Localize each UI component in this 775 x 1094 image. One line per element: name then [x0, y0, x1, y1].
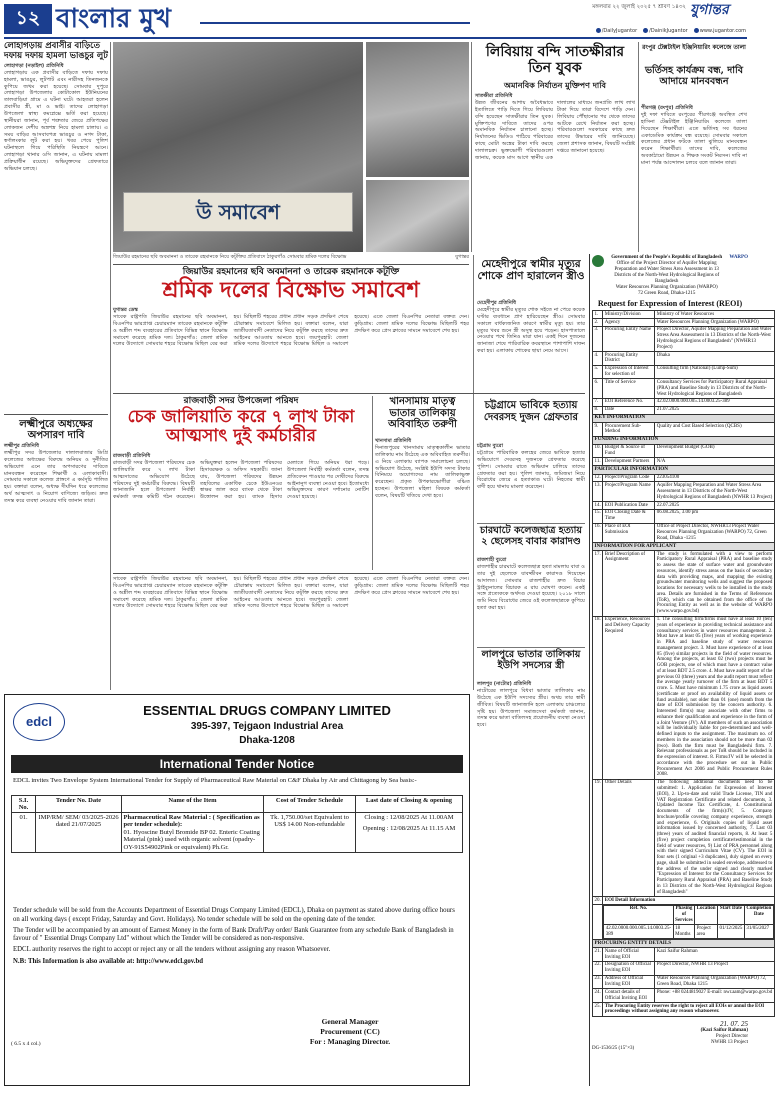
eoi-cell: 42.02.0000.000.005.14.0003.25-389: [605, 925, 672, 937]
table-row: 1. Ministry/Division Ministry of Water Resources: [593, 311, 775, 319]
article-headline: চট্টগ্রামে ভাবিকে হত্যায় দেবরসহ দুজন গ্রেফতার: [483, 400, 579, 423]
table-row: 01. IMP/RM/ SEM/ 03/2025-2026 dated 21/07/2025 Pharmaceutical Raw Material : ( Specification as per tender schedule): 01. Hyoscine Butyl Bromide BP 02. Enteric Coating Material (pink) used with organic solvent (opadry-OY-91S54902Pink or equivalent) Ph.Gr. Tk. 1,750.00/set Equivalent to US$ 14.00 Non-refundable Closing : 12/08/2025 At 11.00AM Opening : 12/08/2025 At 11.15 AM: [12, 813, 463, 853]
bangladesh-emblem-icon: [592, 255, 604, 267]
article-byline: খানসামা প্রতিনিধি: [375, 438, 411, 444]
section-key: KEY INFORMATION: [593, 414, 775, 422]
article-body: লোহাগড়ায় এক প্রবাসীর বাড়িতে দফায় দফায় হামলা, ভাঙচুর, লুটপাট এবং নারীসহ তিনজনকে কুপিয়ে জখম করা হয়েছে। সোমবার দুপুরে লোহাগড়া উপজেলার কোটাকোল ইউনিয়নের তালবাড়িয়া গ্রামে এ ঘটনা ঘটে। আহতরা হলেন প্রবাসীর স্ত্রী, মা ও ভাই। তাদের লোহাগড়া উপজেলা স্বাস্থ্য কমপ্লেক্সে ভর্তি করা হয়েছে। স্থানীয়রা জানান, পূর্ব শত্রুতার জেরে প্রতিপক্ষের লোকজন দেশীয় অস্ত্রশস্ত্র নিয়ে হামলা চালায়। এ সময় বাড়ির আসবাবপত্র ভাঙচুর ও নগদ টাকা, স্বর্ণালংকার লুট করা হয়। খবর পেয়ে পুলিশ ঘটনাস্থলে গিয়ে পরিস্থিতি নিয়ন্ত্রণে আনে। লোহাগড়া থানার ওসি জানান, এ ঘটনায় মামলা প্রক্রিয়াধীন রয়েছে। অভিযুক্তদের গ্রেফতারে অভিযান চলছে।: [4, 69, 108, 172]
tender-header: Tender No. Date: [36, 796, 122, 813]
divider: [113, 393, 585, 394]
ad-size: ( 6.5 x 4 col.): [11, 1041, 41, 1047]
table-row: 18. Experience, Resources and Delivery Capacity Required 1. The consulting firm/firms must have at least 10 (ten) years of experience in providing technical assistance and consultancy services in water resources management. 2. Must have at least 05 (five) years of working experience in PRA and baseline study of water resources management project. 3. Must have experience of at least 05 (five) similar projects in the field of water resources. Among the projects, at least 02 (two) projects must be GOB projects, one of which must have a contract value of at least BDT 2.5 crore. 4. Must have audit report of the previous 03 (three) years and the audit report must reflect the average yearly turnover of the firm at least BDT 5 crore. 5. Must have minimum 1.75 crore as liquid assets (certificate or proof on availability of liquid assets or fund available), not older than 01 (one) month from the date of EOI submission by the concern authority. 6. Interested firm(s) may associate with other firms to enhance their qualification and experience in the form of a Joint Venture (JV). All members of such an association will be individually liable for pre-determined and well-defined inputs to the assignment. The maximum no. of members in the association should not be more than 02 (two). Both the firm must be Bangladeshi firm. 7. Relevant professionals as per ToR should be included in the expression of interest. 8. Firms/JV will be selected in accordance with the procedure set out in Public Procurement Act 2006 and Public Procurement Rules 2008.: [594, 617, 773, 778]
photo-credit: যুগান্তর: [455, 254, 469, 260]
table-row: 3. Procuring Entity Name Project Director, Aquifer Mapping Preparation and Water Stress Area Assessment in 13 Districts of the North-West Hydrological Regions of Bangladesh" (NWHR13 Project): [593, 326, 775, 351]
table-row: 2. Agency Water Resources Planning Organization (WARPO): [593, 318, 775, 326]
article-headline: মেহেদীপুরে স্বামীর মৃত্যুর শোকে প্রাণ হারালেন স্ত্রীও: [477, 258, 585, 283]
tender-header: S.I. No.: [12, 796, 36, 813]
table-row: 9. Procurement Sub-Method Quality and Cost Based Selection (QCBS): [593, 422, 775, 436]
reoi-address: 72 Green Road, Dhaka-1215: [637, 291, 696, 296]
table-row: 19. Other Details The following additional documents need to be submitted: 1. Application for Expression of Interest (EOI), 2. Up-to-date and valid Trade License, TIN and VAT Registration Certificate and related documents, 3. Updated Income Tax Certificate, 4. Constitutional documents of the firm(s)/JV, 5. Company brochure/profile covering company experience, strength and experience, 6. Originals copies of liquid asset information issued by concerned authority, 7. Last 03 (three) years of audited financial reports, 8. At least 5 (five) project completion certificate/testimonial in the field of water resources, 9) List of PRA personnel along with their signed Curriculum Vitae (CV). The EOI in four sets (1 original +3 duplicates), duly signed on every page, shall be submitted in sealed envelope, addressed to the address of the under signed and clearly marked "Expression of Interest for the Consultancy Services for Participatory Rural Appraisal (PRA) and Baseline Study in 13 Districts of the North-West Hydrological Regions of Bangladesh": [594, 780, 773, 895]
article-byline: লোহাগড়া (নড়াইল) প্রতিনিধি: [4, 62, 64, 69]
reoi-org: Water Resources Planning Organization (WARPO): [615, 285, 718, 290]
eoi-cell: 31/05/2027: [744, 925, 773, 939]
reoi-content: [592, 255, 773, 1087]
term-rights: EDCL authority reserves the right to accept or reject any or all the tenders without assigning any reason Whatsoever.: [13, 946, 331, 954]
article-body: রাজশাহীর চারঘাটে কলেজছাত্র হত্যা মামলায় বাবা ও তার দুই ছেলেকে যাবজ্জীবন কারাদণ্ড দিয়েছেন আদালত। সোমবার রাজশাহীর দ্রুত বিচার ট্রাইব্যুনালের বিচারক এ রায় ঘোষণা করেন। একই সঙ্গে প্রত্যেককে অর্থদণ্ড দেওয়া হয়েছে। ২০১৮ সালে জমি নিয়ে বিরোধের জেরে ওই কলেজছাত্রকে কুপিয়ে হত্যা করা হয়।: [477, 564, 585, 612]
rally-photo-2: [366, 42, 469, 177]
edcl-address-2: Dhaka-1208: [239, 735, 295, 746]
table-row: 25. The Procuring Entity reserves the right to reject all EOIs or annul the EOI proceedings without assigning any reason whatsoever.: [593, 1002, 775, 1016]
column-rule: [638, 42, 639, 252]
signatory-name: (Kazi Saifur Rahman): [700, 1027, 748, 1033]
article-headline: ভর্তিসহ কার্যক্রম বন্ধ, দাবি আদায়ে মানববন্ধন: [644, 65, 744, 87]
article-body: চট্টগ্রামে পারিবারিক কলহের জেরে ভাবিকে হত্যার অভিযোগে দেবরসহ দুজনকে গ্রেফতার করেছে পুলিশ। সোমবার রাতে অভিযান চালিয়ে তাদের গ্রেফতার করা হয়। পুলিশ জানায়, জমিজমা নিয়ে বিরোধের জেরে এ হত্যাকাণ্ড ঘটে। নিহতের স্বামী বাদী হয়ে থানায় মামলা করেছেন।: [477, 450, 585, 491]
column-rule: [110, 42, 111, 690]
issue-date: মঙ্গলবার ২২ জুলাই ২০২৫ ৭ শ্রাবণ ১৪৩২: [592, 4, 686, 10]
notice-website: N.B: This Information is also available at: http://www.edcl.gov.bd: [13, 958, 204, 966]
reoi-title: Request for Expression of Interest (REOI): [597, 299, 743, 308]
eoi-cell: Project area: [695, 925, 718, 939]
website-link[interactable]: www.jugantor.com: [694, 28, 746, 36]
signatory-project: NWHR 13 Project: [711, 1039, 748, 1045]
table-row: 10. Budget & Source of Fund Development Budget (GOB): [593, 444, 775, 458]
article-byline: মেহেদীপুর প্রতিনিধি: [477, 300, 516, 306]
article-byline: পীরগঞ্জ (রংপুর) প্রতিনিধি: [641, 105, 693, 111]
table-row: 22. Designation of Official Inviting EOI Project Director, NWHR 13 Project: [593, 961, 775, 975]
article-headline: লক্ষ্মীপুরে অধ্যক্ষের অপসারণ দাবি: [19, 418, 93, 442]
article-body: উন্নত জীবনের আশায় অবৈধভাবে ইতালিতে পাড়ি দিতে গিয়ে লিবিয়ায় বন্দি হয়েছেন সাতক্ষীরার তিন যুবক। মুক্তিপণের দাবিতে তাদের ওপর অমানবিক নির্যাতন চালানো হচ্ছে। নির্যাতনের ভিডিও পাঠিয়ে পরিবারের কাছে মোটা অঙ্কের টাকা দাবি করছে দালালচক্র। ভুক্তভোগী পরিবারগুলো জানায়, কয়েক মাস আগে স্থানীয় এক দালালের মাধ্যমে জনপ্রতি লাখ লাখ টাকা দিয়ে তারা বিদেশে পাড়ি দেন। লিবিয়ায় পৌঁছানোর পর থেকে তাদের আটকে রেখে নির্যাতন করা হচ্ছে। পরিবারগুলো সরকারের কাছে দ্রুত তাদের উদ্ধারের দাবি জানিয়েছে। জেলা প্রশাসক জানান, বিষয়টি সংশ্লিষ্ট দপ্তরে জানানো হয়েছে।: [475, 100, 635, 161]
edcl-advert: [4, 694, 470, 1086]
table-row: 21. Name of Official Inviting EOI Kazi Saifur Rahman: [593, 948, 775, 962]
article-body: রাজবাড়ী সদর উপজেলা পরিষদের চেক জালিয়াতি করে ৭ লাখ টাকা আত্মসাতের অভিযোগ উঠেছে পরিষদের দুই কর্মচারীর বিরুদ্ধে। বিষয়টি জানাজানি হলে উপজেলা নির্বাহী কর্মকর্তা তদন্ত কমিটি গঠন করেছেন। অভিযুক্তরা হলেন উপজেলা পরিষদের হিসাবরক্ষক ও অফিস সহকারী। জানা যায়, উপজেলা পরিষদের উন্নয়ন তহবিলের একাধিক চেকে ইউএনওর স্বাক্ষর জাল করে ব্যাংক থেকে টাকা উত্তোলন করা হয়। ব্যাংক হিসাব মেলাতে গিয়ে অনিয়ম ধরা পড়ে। উপজেলা নির্বাহী কর্মকর্তা বলেন, তদন্ত প্রতিবেদন পাওয়ার পর দোষীদের বিরুদ্ধে আইনানুগ ব্যবস্থা নেওয়া হবে। ইতোমধ্যে অভিযুক্তদের কারণ দর্শানোর নোটিশ দেওয়া হয়েছে।: [113, 460, 369, 501]
article-byline: রাজবাড়ী প্রতিনিধি: [113, 453, 151, 459]
social-links: [560, 28, 746, 36]
section-particular: PARTICULAR INFORMATION: [593, 466, 775, 474]
edcl-logo: edcl: [13, 703, 65, 741]
article-headline: লিবিয়ায় বন্দি সাতক্ষীরার তিন যুবক: [485, 44, 625, 77]
page-header: [0, 0, 751, 38]
globe-icon: [694, 28, 699, 33]
article-byline: সাতক্ষীরা প্রতিনিধি: [475, 93, 513, 99]
article-headline: চারঘাটে কলেজছাত্র হত্যায় ২ ছেলেসহ বাবার কারাদণ্ড: [479, 525, 583, 547]
edcl-address-1: 395-397, Tejgaon Industrial Area: [190, 721, 344, 732]
article-body: নাটোরের লালপুরে বিধবা ভাতার তালিকায় নাম উঠেছে এক ইউপি সদস্যের স্ত্রীর। অথচ তার স্বামী জীবিত। বিষয়টি জানাজানি হলে এলাকায় চাঞ্চল্যের সৃষ্টি হয়। উপজেলা সমাজসেবা কর্মকর্তা জানান, তদন্ত করে ভাতা বাতিলসহ প্রয়োজনীয় ব্যবস্থা নেওয়া হবে।: [477, 688, 585, 729]
table-row: [593, 904, 775, 939]
table-row: 8. Date 21.07.2025: [593, 406, 775, 414]
facebook-link[interactable]: /DailyJugantor: [596, 28, 637, 36]
tender-table: [11, 795, 463, 853]
photo-caption: জিয়াউর রহমানের ছবি অবমাননা ও তারেক রহমানকে নিয়ে কটূক্তির প্রতিবাদে ঠাকুরগাঁও সোমবার শ্রমিক দলের বিক্ষোভ: [113, 254, 347, 260]
article-byline: লক্ষ্মীপুর প্রতিনিধি: [4, 442, 39, 449]
page-number: ১২: [4, 4, 52, 34]
column-rule: [372, 396, 373, 570]
photo-caption-row: [113, 254, 469, 264]
table-row: 24. Contact details of Official Inviting EOI Phone: +88 0244819027 E-mail: nwr.aam@warpo.gov.bd: [593, 989, 775, 1003]
section-info: INFORMATION FOR APPLICANT: [593, 542, 775, 550]
table-row: 20. EOI Detail Information: [593, 896, 775, 904]
tender-header: Name of the Item: [122, 796, 264, 813]
tender-header: Last date of Closing & opening: [356, 796, 463, 813]
article-headline: চেক জালিয়াতি করে ৭ লাখ টাকা আত্মসাৎ দুই কর্মচারীর: [127, 407, 355, 446]
table-row: 5. Expression of Interest for selection of Consulting firm (National) (Lump-Sum): [593, 365, 775, 379]
dg-code: DG-1536/25 (15"×3): [592, 1045, 635, 1051]
article-body-continued: সাবেক রাষ্ট্রপতি জিয়াউর রহমানের ছবি অবমাননা, বিএনপির ভারপ্রাপ্ত চেয়ারম্যান তারেক রহমানকে কটূক্তি ও অশ্লীল শব্দ ব্যবহারের প্রতিবাদে বিভিন্ন স্থানে বিক্ষোভ সমাবেশ করেছে শ্রমিক দল। ঠাকুরগাঁও: জেলা শ্রমিক দলের উদ্যোগে সোমবার শহরে বিক্ষোভ মিছিল বের করা হয়। মিছিলটি শহরের প্রধান প্রধান সড়ক প্রদক্ষিণ শেষে চৌরাস্তায় সমাবেশে মিলিত হয়। বক্তারা বলেন, যারা জাতীয়তাবাদী নেতাদের নিয়ে কটূক্তি করছে তাদের দ্রুত আইনের আওতায় আনতে হবে। জয়পুরহাট: জেলা শ্রমিক দলের উদ্যোগে শহরে বিক্ষোভ মিছিল ও সমাবেশ হয়েছে। এতে জেলা বিএনপির নেতারা বক্তব্য দেন। কুড়িগ্রাম: জেলা শ্রমিক দলের বিক্ষোভ মিছিলটি শহর প্রদক্ষিণ করে প্রেস ক্লাবের সামনে সমাবেশে শেষ হয়।: [113, 576, 469, 610]
table-row: 11. Development Partners N/A: [593, 458, 775, 466]
table-row: 23. Address of Official Inviting EOI Water Resources Planning Organization (WARPO) 72, Green Road, Dhaka 1215: [593, 975, 775, 989]
article-byline: রাজশাহী ব্যুরো: [477, 557, 507, 563]
twitter-link[interactable]: /DainikJugantor: [643, 28, 688, 36]
divider: [113, 573, 469, 574]
eoi-cell: 01/12/2025: [718, 925, 745, 939]
article-byline: লালপুর (নাটোর) প্রতিনিধি: [477, 681, 532, 687]
rally-photo-3: [366, 180, 469, 252]
article-body: দুই দফা দাবিতে রংপুরের পীরগঞ্জে অবস্থিত শেখ হাসিনা টেক্সটাইল ইঞ্জিনিয়ারিং কলেজে তালা দিয়েছেন শিক্ষার্থীরা। এতে ভর্তিসহ সব ধরনের একাডেমিক কার্যক্রম বন্ধ রয়েছে। সোমবার সকালে কলেজের প্রধান ফটকে তালা ঝুলিয়ে মানববন্ধন করেন শিক্ষার্থীরা। তাদের দাবি, কলেজের অবকাঠামো উন্নয়ন ও শিক্ষক সংকট নিরসন। দাবি না মানা পর্যন্ত আন্দোলন চলবে বলে জানান তারা।: [641, 112, 747, 167]
table-row: 6. Title of Service Consultancy Services for Participatory Rural Appraisal (PRA) and Baseline Study in 13 Districts of the North-West Hydrological Regions of Bangladesh: [593, 379, 775, 398]
article-subhead: অমানবিক নির্যাতন মুক্তিপণ দাবি: [504, 80, 606, 90]
eoi-header: Phasing of Services: [675, 906, 693, 923]
article-body: দিনাজপুরের খানসামায় মাতৃত্বকালীন ভাতার তালিকায় নাম উঠেছে এক অবিবাহিত তরুণীর। এ নিয়ে এলাকায় ব্যাপক সমালোচনা চলছে। অভিযোগ উঠেছে, সংশ্লিষ্ট ইউপি সদস্য টাকার বিনিময়ে অযোগ্যদের নাম তালিকাভুক্ত করেছেন। প্রকৃত উপকারভোগীরা বঞ্চিত হচ্ছেন। উপজেলা মহিলা বিষয়ক কর্মকর্তা বলেন, বিষয়টি খতিয়ে দেখা হবে।: [375, 445, 470, 500]
signature-date: 21. 07. 25: [720, 1019, 748, 1028]
gov-line: Government of the People's Republic of Bangladesh: [611, 255, 723, 260]
notice-intro: EDCL invites Two Envelope System International Tender for Supply of Pharmaceutical Raw Material on C&F Dhaka by Air and Chittagong by Sea basis:-: [13, 777, 417, 784]
term-earnest-money: The Tender will be accompanied by an amount of Earnest Money in the form of Bank Draft/Pay order/ Bank Guarantee from any schedule Bank of Bangladesh in favour of " Essential Drugs Company Ltd" without which the Tender will be considered as non-responsive.: [13, 926, 454, 943]
facebook-icon: [596, 28, 601, 33]
header-bar: [4, 37, 747, 39]
article-headline: লালপুরে ভাতার তালিকায় ইউপি সদস্যের স্ত্রী: [481, 649, 581, 671]
rally-banner: উ সমাবেশ: [123, 192, 353, 232]
notice-terms: [13, 907, 463, 967]
tender-header: Cost of Tender Schedule: [264, 796, 356, 813]
article-headline: খানসামায় মাতৃত্ব ভাতার তালিকায় অবিবাহিত তরুণী: [388, 396, 457, 430]
table-row: 4. Procuring Entity District Dhaka: [593, 352, 775, 366]
divider: [4, 414, 108, 415]
rally-photo: [113, 42, 363, 252]
lead-headline: শ্রমিক দলের বিক্ষোভ সমাবেশ: [162, 277, 420, 303]
reoi-table: [592, 310, 775, 1017]
divider: [113, 264, 469, 265]
table-row: 17. Brief Description of Assignment The study is formulated with a view to perform Participatory Rural Appraisal (PRA) and baseline study to assess the state of surface water and groundwater resources, identify stress areas on the basis of secondary data with providing maps, and mapping the existing groundwater monitoring wells and suggest the proposed locations for necessary wells to be installed in the study area. Details are furnished in the Terms of References (ToR), which can be obtained from the office of the Procuring Entity as well as in the website of WARPO (www.warpo.gov.bd): [594, 551, 773, 615]
edcl-signature: General Manager Procurement (CC) For : Managing Director.: [309, 1017, 391, 1047]
article-byline: চট্টগ্রাম ব্যুরো: [477, 443, 504, 449]
masthead-logo: যুগান্তর: [690, 2, 729, 18]
article-body: লক্ষ্মীপুর সদর উপজেলার দালালবাজার ডিগ্রি কলেজের অধ্যক্ষের বিরুদ্ধে অনিয়ম ও দুর্নীতির অভিযোগ এনে তার অপসারণের দাবিতে মানববন্ধন করেছেন শিক্ষার্থী ও এলাকাবাসী। সোমবার সকালে কলেজ প্রাঙ্গণে এ কর্মসূচি পালিত হয়। বক্তারা বলেন, অধ্যক্ষ দীর্ঘদিন ধরে কলেজের অর্থ আত্মসাৎ ও নিয়োগ বাণিজ্যে জড়িত। দ্রুত তদন্ত করে ব্যবস্থা নেওয়ার দাবি জানান তারা।: [4, 450, 108, 505]
eoi-header: Start Date: [718, 905, 745, 924]
notice-title: International Tender Notice: [11, 755, 463, 773]
edcl-company: ESSENTIAL DRUGS COMPANY LIMITED: [143, 703, 391, 718]
section-fund: FUNDING INFORMATION: [593, 436, 775, 444]
twitter-icon: [643, 28, 648, 33]
table-row: 16. Place of EOI Submission Office of Project Director, NWHR13 Project Water Resources Planning Organization (WARPO) 72, Green Road, Dhaka -1215: [593, 523, 775, 542]
section-procuring: PROCURING ENTITY DETAILS: [593, 940, 775, 948]
table-row: 7. EOI Reference No. 42.02.0000.000.005.14.0003.25-389: [593, 398, 775, 406]
eoi-cell: 18 Months: [673, 925, 694, 939]
column-rule: [471, 42, 472, 252]
lead-body: সাবেক রাষ্ট্রপতি জিয়াউর রহমানের ছবি অবমাননা, বিএনপির ভারপ্রাপ্ত চেয়ারম্যান তারেক রহমানকে কটূক্তি ও অশ্লীল শব্দ ব্যবহারের প্রতিবাদে বিভিন্ন স্থানে বিক্ষোভ সমাবেশ করেছে শ্রমিক দল। ঠাকুরগাঁও: জেলা শ্রমিক দলের উদ্যোগে সোমবার শহরে বিক্ষোভ মিছিল বের করা হয়। মিছিলটি শহরের প্রধান প্রধান সড়ক প্রদক্ষিণ শেষে চৌরাস্তায় সমাবেশে মিলিত হয়। বক্তারা বলেন, যারা জাতীয়তাবাদী নেতাদের নিয়ে কটূক্তি করছে তাদের দ্রুত আইনের আওতায় আনতে হবে। জয়পুরহাট: জেলা শ্রমিক দলের উদ্যোগে শহরে বিক্ষোভ মিছিল ও সমাবেশ হয়েছে। এতে জেলা বিএনপির নেতারা বক্তব্য দেন। কুড়িগ্রাম: জেলা শ্রমিক দলের বিক্ষোভ মিছিলটি শহর প্রদক্ষিণ করে প্রেস ক্লাবের সামনে সমাবেশে শেষ হয়।: [113, 314, 469, 348]
article-body: মেহেদীপুরে স্বামীর মৃত্যুর শোক সইতে না পেরে কয়েক ঘণ্টার ব্যবধানে প্রাণ হারিয়েছেন স্ত্রীও। সোমবার সকালে বার্ধক্যজনিত কারণে স্বামীর মৃত্যু হয়। তার মৃত্যুর খবর শুনে স্ত্রী অসুস্থ হয়ে পড়েন। হাসপাতালে নেওয়ার পথে তিনিও মারা যান। একই দিনে দুজনের জানাজা শেষে পারিবারিক কবরস্থানে পাশাপাশি দাফন করা হয়। এলাকায় শোকের ছায়া নেমে আসে।: [477, 307, 585, 355]
column-rule: [473, 255, 474, 690]
eoi-header: Ref. No.: [604, 905, 673, 924]
term-schedule: Tender schedule will be sold from the Accounts Department of Essential Drugs Company Limited (EDCL), Dhaka on payment as stated above during office hours on all working days ( except Friday, Saturday and Govt. Holidays). No tender schedule will be sold on the opening date of the tender.: [13, 907, 455, 923]
lead-byline: যুগান্তর ডেস্ক: [113, 307, 138, 313]
lead-kicker: জিয়াউর রহমানের ছবি অবমাননা ও তারেক রহমানকে কটূক্তি: [182, 267, 400, 277]
divider: [477, 523, 585, 524]
section-title: বাংলার মুখ: [56, 3, 171, 34]
signatory-title: Project Director: [715, 1033, 748, 1039]
table-row: 14. EOI Publication Date 22.07.2025: [593, 501, 775, 509]
table-row: 12. Project/Program Code 223054100: [593, 474, 775, 482]
reoi-office: Office of the Project Director of Aquifer Mapping Preparation and Water Stress Area Assessment in 13 Districts of the North-West Hydrological Regions of Bangladesh: [614, 261, 720, 284]
left-column: [4, 42, 108, 690]
table-row: 13. Project/Program Name Aquifer Mapping Preparation and Water Stress Area Assessment in 13 Districts of the North-West Hydrological Regions of Bangladesh (NWHR 13 Project): [593, 482, 775, 501]
reoi-signature: [592, 1020, 748, 1046]
warpo-logo: WARPO: [729, 255, 748, 260]
table-row: 15. EOI Closing Date & Time 06.08.2025, 3.00 pm: [593, 509, 775, 523]
eoi-header: Location: [695, 905, 718, 924]
article-kicker: রংপুর টেক্সটাইল ইঞ্জিনিয়ারিং কলেজে তালা: [642, 44, 746, 51]
article-headline: লোহাগড়ায় প্রবাসীর বাড়িতে দফায় দফায় হামলা ভাঙচুর লুট: [4, 41, 108, 61]
article-kicker: রাজবাড়ী সদর উপজেলা পরিষদ: [183, 396, 299, 406]
divider: [477, 647, 585, 648]
header-rule: [200, 22, 470, 24]
eoi-header: Completion Date: [744, 905, 773, 924]
